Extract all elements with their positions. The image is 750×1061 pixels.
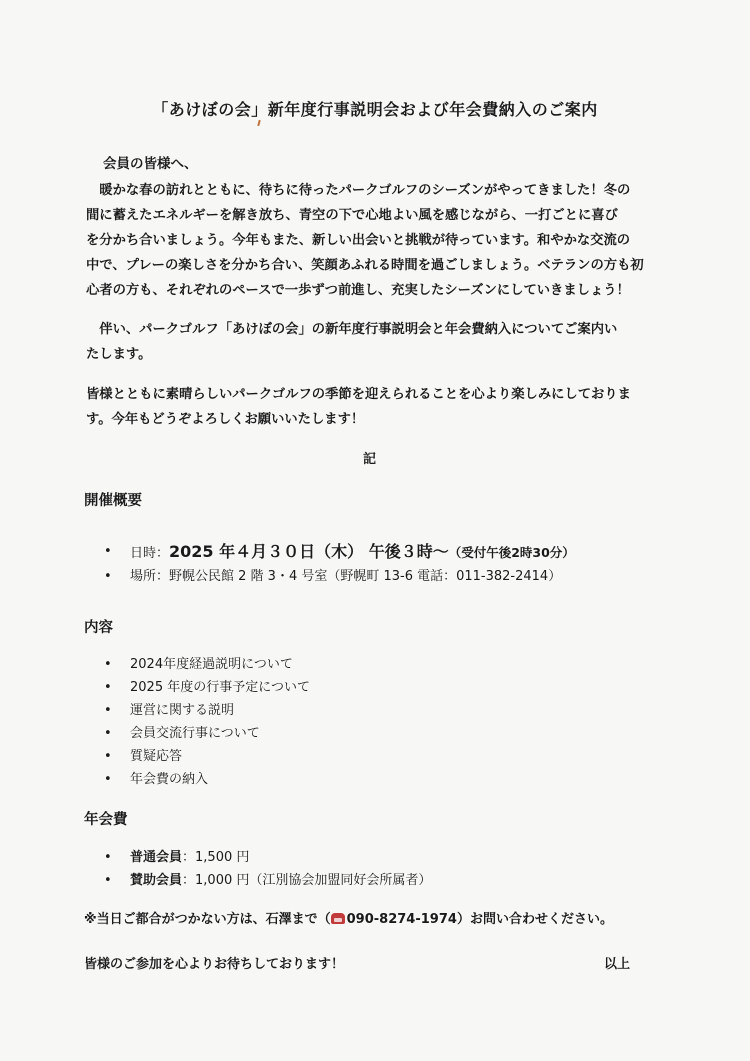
fee-value: ：1,000 円（江別協会加盟同好会所属者） xyxy=(182,873,432,888)
fee-item-supporting xyxy=(104,869,431,892)
document-title: 「あけぼの会」新年度行事説明会および年会費納入のご案内 xyxy=(152,100,598,119)
notice-paragraph xyxy=(86,317,666,367)
bullet-icon: • xyxy=(104,772,112,787)
ki-marker: 記 xyxy=(363,452,377,467)
contents-list xyxy=(104,653,310,791)
list-item xyxy=(104,745,310,768)
list-item xyxy=(104,676,310,699)
list-item-text: 会員交流行事について xyxy=(130,726,260,741)
bullet-icon: • xyxy=(104,749,112,764)
fees-heading: 年会費 xyxy=(84,812,128,828)
paragraph-line: す。今年もどうぞよろしくお願いいたします！ xyxy=(86,412,365,427)
fee-item-regular xyxy=(104,846,431,869)
salutation: 会員の皆様へ、 xyxy=(103,156,198,172)
contents-heading: 内容 xyxy=(84,620,113,636)
ink-mark xyxy=(257,120,260,126)
phone-number: 090-8274-1974 xyxy=(346,912,457,927)
intro-paragraph xyxy=(86,178,666,303)
list-item-text: 年会費の納入 xyxy=(130,772,209,787)
paragraph-line: 暖かな春の訪れとともに、待ちに待ったパークゴルフのシーズンがやってきました！冬の xyxy=(86,183,631,198)
fees-list xyxy=(104,846,431,892)
greeting-paragraph xyxy=(86,382,666,432)
fee-label: 賛助会員 xyxy=(130,873,183,888)
reception-note: （受付午後2時30分） xyxy=(448,545,575,560)
datetime-value: 2025 年４月３０日（木） 午後３時～ xyxy=(169,542,449,561)
place-item xyxy=(104,565,575,588)
note-prefix: ※当日ご都合がつかない方は、石澤まで（ xyxy=(84,912,331,927)
list-item-text: 運営に関する説明 xyxy=(130,703,235,718)
bullet-icon: • xyxy=(104,873,112,888)
paragraph-line: 皆様とともに素晴らしいパークゴルフの季節を迎えられることを心より楽しみにしておりま xyxy=(86,387,631,402)
note-suffix: ）お問い合わせください。 xyxy=(456,912,613,927)
list-item-text: 2025 年度の行事予定について xyxy=(130,680,310,695)
list-item xyxy=(104,768,310,791)
ijou-marker: 以上 xyxy=(604,957,631,972)
paragraph-line: を分かち合いましょう。今年もまた、新しい出会いと挑戦が待っています。和やかな交流の xyxy=(86,233,631,248)
bullet-icon: • xyxy=(104,850,112,865)
paragraph-line: 心者の方も、それぞれのペースで一歩ずつ前進し、充実したシーズンにしていきましょう！ xyxy=(86,283,630,298)
paragraph-line: 中で、プレーの楽しさを分かち合い、笑顔あふれる時間を過ごしましょう。ベテランの方も初 xyxy=(86,258,644,273)
list-item-text: 2024年度経過説明について xyxy=(130,657,293,672)
place-text: 場所：野幌公民館 2 階 3・4 号室（野幌町 13-6 電話：011-382-2414） xyxy=(130,569,562,584)
overview-heading: 開催概要 xyxy=(84,493,142,509)
bullet-icon: • xyxy=(104,657,112,672)
list-item-text: 質疑応答 xyxy=(130,749,183,764)
paragraph-line: たします。 xyxy=(86,347,152,362)
paragraph-line: 伴い、パークゴルフ「あけぼの会」の新年度行事説明会と年会費納入についてご案内い xyxy=(86,322,618,337)
telephone-icon xyxy=(331,913,345,924)
list-item xyxy=(104,653,310,676)
paragraph-line: 間に蓄えたエネルギーを解き放ち、青空の下で心地よい風を感じながら、一打ごとに喜び xyxy=(86,208,618,223)
bullet-icon: • xyxy=(104,544,112,559)
bullet-icon: • xyxy=(104,703,112,718)
list-item xyxy=(104,722,310,745)
datetime-label: 日時： xyxy=(130,546,170,561)
bullet-icon: • xyxy=(104,680,112,695)
bullet-icon: • xyxy=(104,726,112,741)
list-item xyxy=(104,699,310,722)
contact-note xyxy=(84,908,613,927)
bullet-icon: • xyxy=(104,569,112,584)
overview-list xyxy=(104,540,575,588)
closing-text: 皆様のご参加を心よりお待ちしております！ xyxy=(84,957,345,972)
fee-label: 普通会員 xyxy=(130,850,183,865)
datetime-item xyxy=(104,540,575,565)
fee-value: ：1,500 円 xyxy=(182,850,250,865)
